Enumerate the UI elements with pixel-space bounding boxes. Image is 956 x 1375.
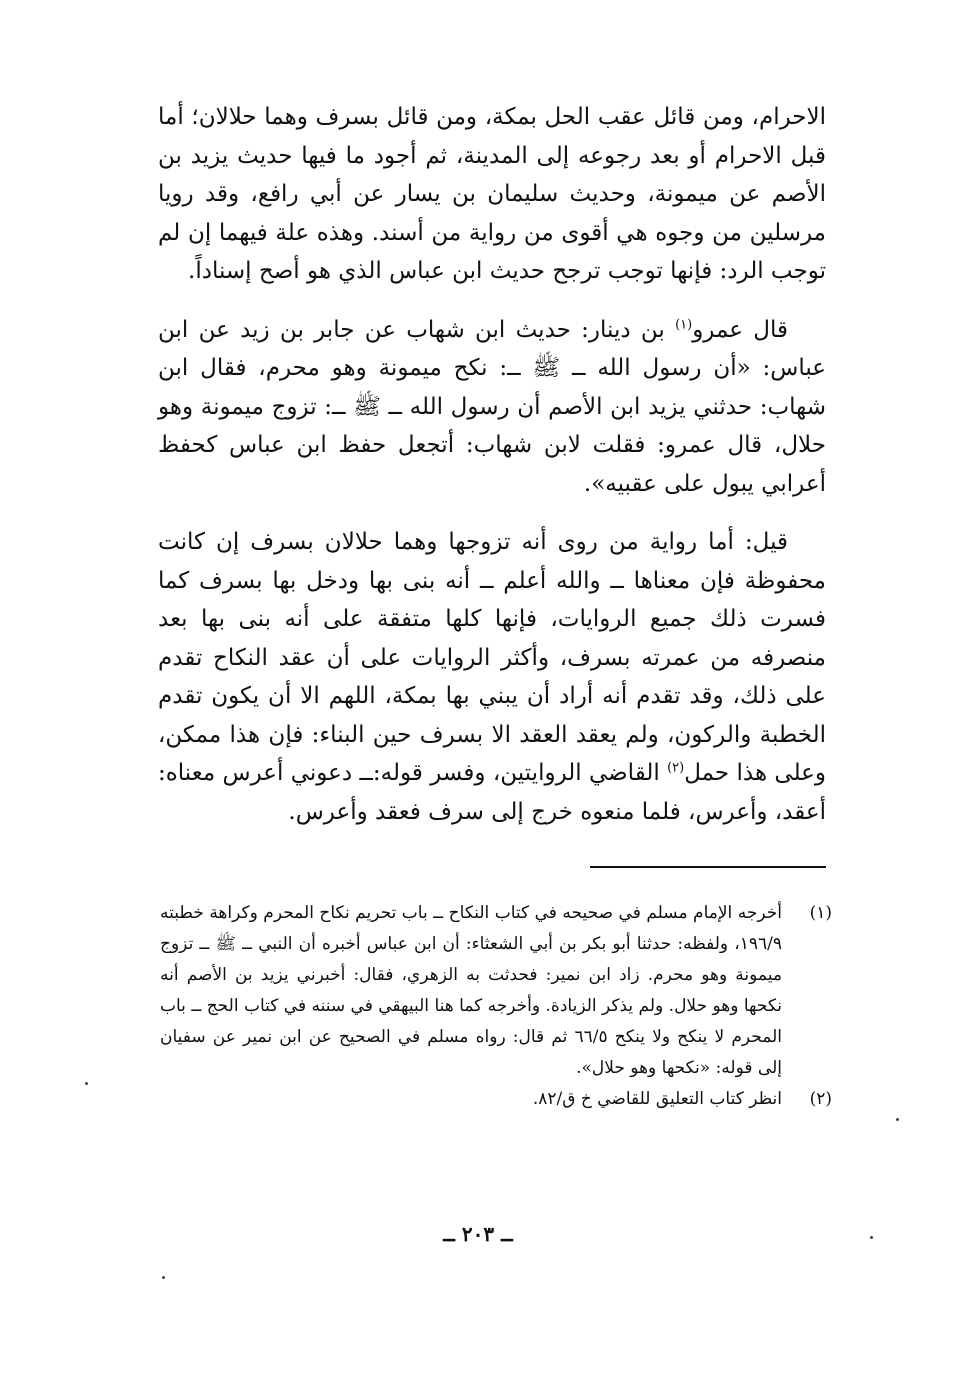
footnote-2 xyxy=(160,1084,832,1115)
footnote-separator xyxy=(590,866,826,868)
scan-speck xyxy=(870,1236,873,1239)
paragraph-2-text-end: بن دينار: حديث ابن شهاب عن جابر بن زيد عن ابن عباس: «أن رسول الله ــ ﷺ ــ: نكح ميمونة وهو محرم، فقال ابن شهاب: حدثني يزيد ابن الأصم أن رسول الله ــ ﷺ ــ: تزوج ميمونة وهو حلال، قال عمرو: فقلت لابن شهاب: أتجعل حفظ ابن عباس كحفظ أعرابي يبول على عقبيه». xyxy=(158,316,826,497)
paragraph-1-text: الاحرام، ومن قائل عقب الحل بمكة، ومن قائل بسرف وهما حلالان؛ أما قبل الاحرام أو بعد رجوعه إلى المدينة، ثم أجود ما فيها حديث يزيد بن الأصم عن ميمونة، وحديث سليمان بن يسار عن أبي رافع، وقد رويا مرسلين من وجوه هي أقوى من رواية من أسند. وهذه علة فيهما إن لم توجب الرد: فإنها توجب ترجح حديث ابن عباس الذي هو أصح إسناداً. xyxy=(158,104,826,284)
paragraph-2 xyxy=(158,311,826,504)
footnote-1-number: (١) xyxy=(809,903,832,923)
footnote-2-text: انظر كتاب التعليق للقاضي خ ق/٨٢. xyxy=(532,1089,782,1109)
scan-speck xyxy=(162,1276,165,1279)
paragraph-3-text-start: قيل: أما رواية من روى أنه تزوجها وهما حلالان بسرف إن كانت محفوظة فإن معناها ــ والله أعلم ــ أنه بنى بها ودخل بها بسرف كما فسرت ذلك جميع الروايات، فإنها كلها متفقة على أنه بنى بها بعد منصرفه من عمرته بسرف، وأكثر الروايات على أن عقد النكاح تقدم على ذلك، وقد تقدم أنه أراد أن يبني بها بمكة، اللهم الا أن يكون تقدم الخطبة والركون، ولم يعقد العقد الا بسرف حين البناء: فإن هذا ممكن، وعلى هذا حمل xyxy=(158,529,827,786)
footnote-1 xyxy=(160,898,832,1084)
footnote-1-text: أخرجه الإمام مسلم في صحيحه في كتاب النكاح ــ باب تحريم نكاح المحرم وكراهة خطبته ١٩٦/٩، ولفظه: حدثنا أبو بكر بن أبي الشعثاء: أن ابن عباس أخبره أن النبي ــ ﷺ ــ تزوج ميمونة وهو محرم. زاد ابن نمير: فحدثت به الزهري، فقال: أخبرني يزيد بن الأصم أنه نكحها وهو حلال. ولم يذكر الزيادة. وأخرجه كما هنا البيهقي في سننه في كتاب الحج ــ باب المحرم لا ينكح ولا ينكح ٦٦/٥ ثم قال: رواه مسلم في الصحيح عن ابن نمير عن سفيان إلى قوله: «نكحها وهو حلال». xyxy=(160,903,782,1078)
footnote-ref-2[interactable]: (٢) xyxy=(667,760,685,776)
main-text xyxy=(158,98,826,831)
footnote-ref-1[interactable]: (١) xyxy=(675,316,693,332)
footnote-2-number: (٢) xyxy=(809,1089,832,1109)
paragraph-3 xyxy=(158,523,826,831)
footnotes xyxy=(160,898,832,1115)
page-number: ــ ٢٠٣ ــ xyxy=(443,1222,513,1246)
scan-speck xyxy=(896,1118,899,1121)
paragraph-2-text-start: قال عمرو xyxy=(692,316,789,343)
scan-speck xyxy=(85,1082,88,1085)
paragraph-1 xyxy=(158,98,826,291)
paragraph-3-text-end: القاضي الروايتين، وفسر قوله:ــ دعوني أعرس معناه: أعقد، وأعرس، فلما منعوه خرج إلى سرف فعقد وأعرس. xyxy=(158,760,826,825)
